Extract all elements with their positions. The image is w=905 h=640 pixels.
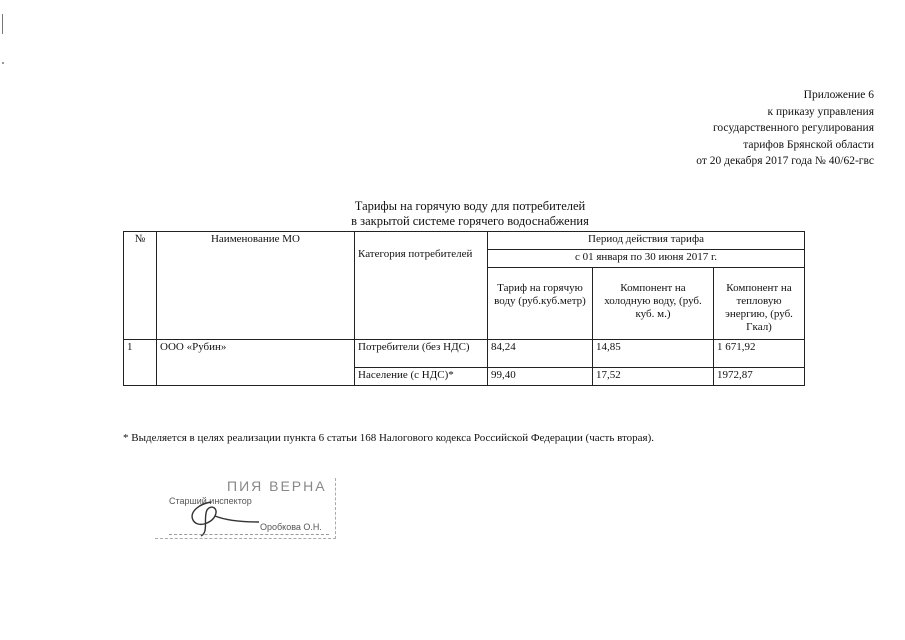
- row-category: Потребители (без НДС): [355, 340, 488, 368]
- table-header-row-1: [124, 232, 805, 250]
- order-reference: к приказу управления: [767, 105, 874, 118]
- row-tariff: 99,40: [488, 368, 593, 386]
- tariff-table: [123, 231, 805, 386]
- row-tariff: 84,24: [488, 340, 593, 368]
- scan-edge-mark: [2, 14, 3, 34]
- stamp-signature-line: [169, 534, 329, 535]
- signature-mark: [181, 498, 261, 538]
- col-header-period: Период действия тарифа: [488, 232, 805, 250]
- org-name: ООО «Рубин»: [157, 340, 355, 386]
- document-title: [300, 199, 640, 229]
- stamp-signatory-name: Оробкова О.Н.: [260, 522, 322, 532]
- col-header-category: Категория потребителей: [355, 232, 488, 340]
- vat-footnote: * Выделяется в целях реализации пункта 6 статьи 168 Налогового кодекса Российской Федерации (часть вторая).: [123, 432, 655, 444]
- table-row: [124, 340, 805, 368]
- stamp-role: Старший инспектор: [169, 496, 252, 506]
- col-header-org-name: Наименование МО: [157, 232, 355, 340]
- col-header-tariff: Тариф на горячую воду (руб.куб.метр): [488, 268, 593, 340]
- org-number: 1: [124, 340, 157, 386]
- col-header-heat-component: Компонент на тепловую энергию, (руб. Гкал): [714, 268, 805, 340]
- col-header-cold-component: Компонент на холодную воду, (руб. куб. м.): [593, 268, 714, 340]
- row-heat-component: 1 671,92: [714, 340, 805, 368]
- certification-stamp: [155, 478, 338, 542]
- authority-line-1: государственного регулирования: [712, 122, 874, 134]
- row-cold-component: 14,85: [593, 340, 714, 368]
- order-date-number: от 20 декабря 2017 года № 40/62-гвс: [696, 155, 874, 167]
- appendix-label: Приложение 6: [803, 89, 874, 101]
- stamp-heading: ПИЯ ВЕРНА: [227, 478, 327, 494]
- appendix-header: [574, 87, 874, 170]
- title-line-2: в закрытой системе горячего водоснабжения: [351, 214, 589, 228]
- authority-line-2: тарифов Брянской области: [743, 138, 874, 151]
- title-line-1: Тарифы на горячую воду для потребителей: [354, 199, 586, 213]
- row-cold-component: 17,52: [593, 368, 714, 386]
- col-header-date-range: с 01 января по 30 июня 2017 г.: [488, 250, 805, 268]
- row-heat-component: 1972,87: [714, 368, 805, 386]
- scan-edge-dot: [2, 62, 4, 64]
- col-header-number: №: [124, 232, 157, 340]
- row-category: Население (с НДС)*: [355, 368, 488, 386]
